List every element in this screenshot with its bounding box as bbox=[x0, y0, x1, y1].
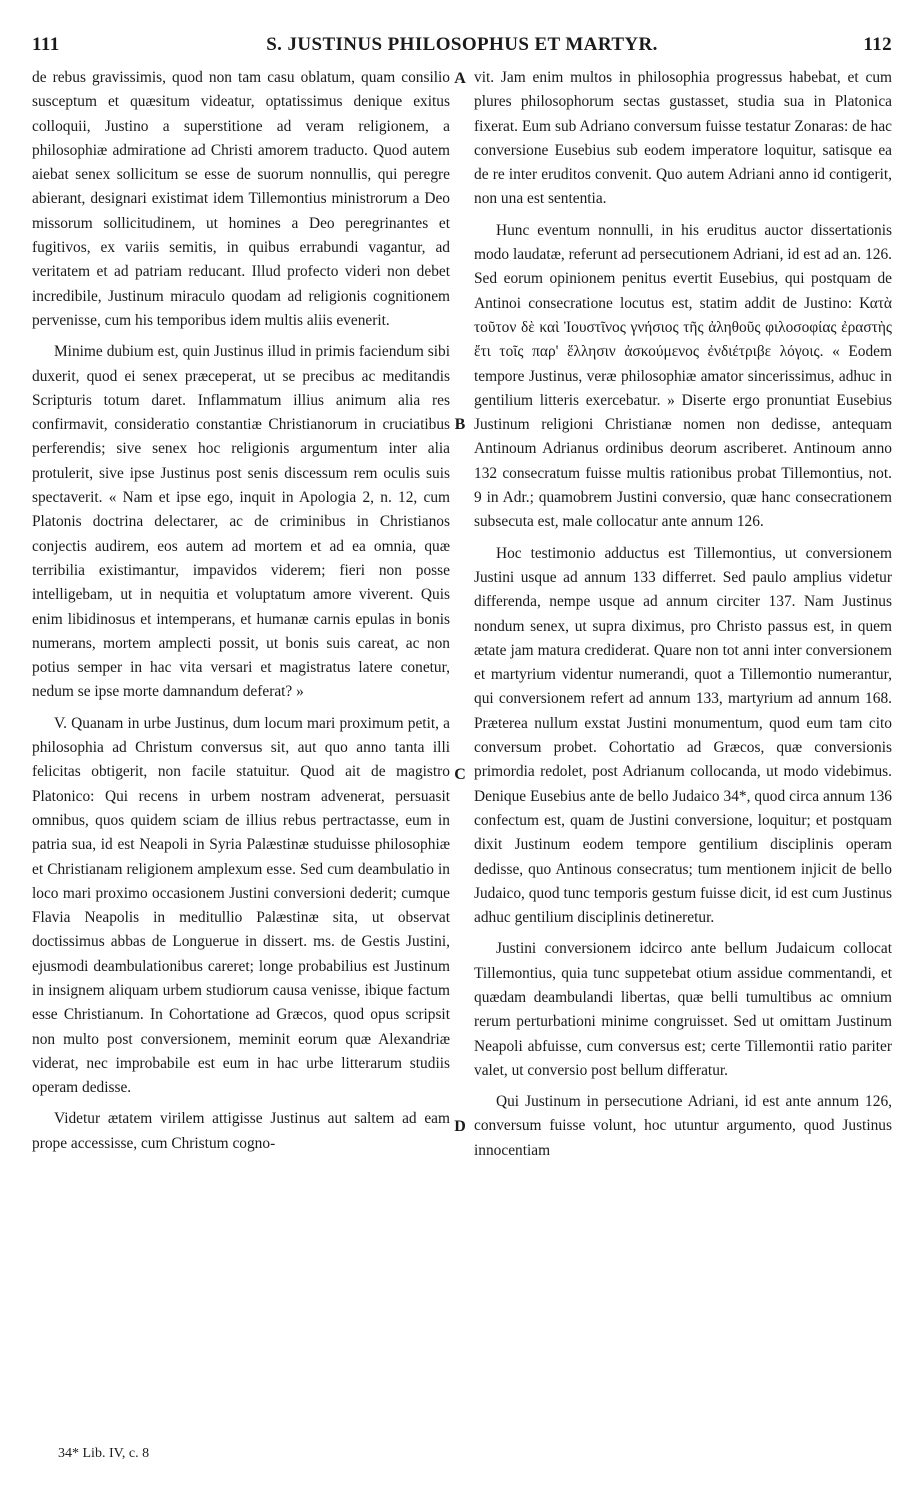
paragraph: de rebus gravissimis, quod non tam casu oblatum, quam consilio susceptum et quæsitum videatur, optatissimus denique exitus colloquii, Justino a superstitione ad veram religionem, a philosophiæ admiratione ad Christi amorem traducto. Quod autem aiebat senex sollicitum se esse de suorum nonnullis, qui peregre abierant, designari existimat idem Tillemontius ministrorum a Deo missorum sollicitudinem, ut homines a Deo peregrinantes et fugitivos, ex variis semitis, in quibus errabundi vagantur, ad veritatem et ad patriam reducant. Illud profecto videri non debet incredibile, Justinum miraculo quodam ad religionis cognitionem pervenisse, cum his temporibus idem multis aliis evenerit. bbox=[32, 69, 450, 329]
paragraph: V. Quanam in urbe Justinus, dum locum mari proximum petit, a philosophia ad Christum conversus sit, aut quo anno tanta illi felicitas obtigerit, non facile statuitur. Quod ait de magistro Platonico: Qui recens in urbem nostram advenerat, persuasit omnibus, quos quidem sciam de illius rebus pertractasse, eum in patria sua, id est Neapoli in Syria Palæstinæ studuisse philosophiæ et Christianam religionem amplexum esse. Sed cum deambulatio in loco mari proximo occasionem Justini conversioni dederit; cumque Flavia Neapolis in meditullio Palæstinæ sita, ut observat doctissimus abbas de Longuerue in dissert. ms. de Gestis Justini, ejusmodi deambulationibus careret; longe probabilius est Justinum in insignem aliquam urbem studiorum causa venisse, ibique factum esse Christianum. In Cohortatione ad Græcos, quod opus scripsit non multo post conversionem, meminit eorum quæ Alexandriæ viderat, nec improbabile est eum in hac urbe litterarum studiis operam dedisse. bbox=[32, 714, 450, 1097]
paragraph: Justini conversionem idcirco ante bellum Judaicum collocat Tillemontius, quia tunc suppetebat otium assidue commentandi, et quædam deambulandi libertas, quæ belli tumultibus ac omnium rerum perturbationi minime congruisset. Sed ut omittam Justinum Neapoli abfuisse, cum conversus est; certe Tillemontii ratio pariter valet, ut conversio post bellum differatur. bbox=[474, 940, 892, 1079]
paragraph: Hoc testimonio adductus est Tillemontius, ut conversionem Justini usque ad annum 133 differret. Sed paulo amplius videtur differenda, nempe usque ad annum circiter 137. Nam Justinus nondum senex, ut supra diximus, pro Christo passus est, in quem ætate jam matura crediderat. Quare non tot anni inter conversionem et martyrium videntur numerandi, quot a Tillemontio numerantur, qui conversionem refert ad annum 133, martyrium ad annum 168. Præterea nullum exstat Justini monumentum, quod eum tam cito conversum probet. Cohortatio ad Græcos, quæ conversionis primordia redolet, post Adrianum collocanda, ut modo videbimus. Denique Eusebius ante de bello Judaico 34*, quod circa annum 136 confectum est, quam de Justini conversione, loquitur; et postquam dixit Justinum eodem tempore gentilium disciplinis operam dedisse, quo Antinous consecratus; tum mentionem injicit de bello Judaico, quod tunc temporis gestum fuisse dicit, id est cum Justinus adhuc gentilium disciplinis detineretur. bbox=[474, 544, 892, 927]
running-title: S. JUSTINUS PHILOSOPHUS ET MARTYR. bbox=[266, 34, 658, 55]
paragraph: vit. Jam enim multos in philosophia progressus habebat, et cum plures philosophorum sectas gustasset, studia sua in Platonica fixerat. Eum sub Adriano conversum fuisse testatur Zonaras: de hac conversione Eusebius sub eodem imperatore loquitur, satisque ea de re inter eruditos convenit. Quo autem Adriani anno id contigerit, non una est sententia. bbox=[474, 69, 892, 208]
margin-marker-b: B bbox=[454, 416, 466, 433]
margin-marker-c: C bbox=[454, 766, 466, 783]
margin-marker-d: D bbox=[454, 1118, 466, 1135]
right-column bbox=[474, 66, 892, 1163]
paragraph: Hunc eventum nonnulli, in his eruditus auctor dissertationis modo laudatæ, referunt ad persecutionem Adriani, id est ad an. 126. Sed eorum opinionem penitus evertit Eusebius, qui postquam de Antinoi consecratione locutus est, statim addit de Justino: Κατὰ τοῦτον δὲ καὶ Ἰουστῖνος γνήσιος τῆς ἀληθοῦς φιλοσοφίας ἐραστὴς ἔτι τοῖς παρ' ἕλλησιν ἀσκούμενος ἐνδιέτριβε λόγοις. « Eodem tempore Justinus, veræ philosophiæ amator sincerissimus, adhuc in gentilium litteris exercebatur. » Diserte ergo pronuntiat Eusebius Justinum religioni Christianæ nomen non dedisse, antequam Antinoum Adrianus ordinibus deorum ascriberet. Antinoum anno 132 consecratum fuisse multis rationibus probat Tillemontius, not. 9 in Adr.; quamobrem Justini conversio, quæ hanc consecrationem subsecuta est, male collocatur ante annum 126. bbox=[474, 221, 892, 531]
footnote: 34* Lib. IV, c. 8 bbox=[58, 1446, 150, 1461]
margin-marker-a: A bbox=[454, 70, 466, 87]
paragraph: Videtur ætatem virilem attigisse Justinus aut saltem ad eam prope accessisse, cum Christum cogno- bbox=[32, 1110, 450, 1152]
page-number-right: 112 bbox=[863, 34, 892, 55]
paragraph: Qui Justinum in persecutione Adriani, id est ante annum 126, conversum fuisse volunt, hoc utuntur argumento, quod Justinus innocentiam bbox=[474, 1093, 892, 1159]
left-column bbox=[32, 66, 450, 1156]
paragraph: Minime dubium est, quin Justinus illud in primis faciendum sibi duxerit, quod ei senex præceperat, ut se precibus ac meditandis Scripturis totum daret. Inflammatum illius animum alia res confirmavit, consideratio constantiæ Christianorum in cruciatibus perferendis; sive senex hoc religionis argumentum inter alia protulerit, sive ipse Justinus post senis discessum rem oculis suis spectaverit. « Nam et ipse ego, inquit in Apologia 2, n. 12, cum Platonis doctrina delectarer, ac de criminibus in Christianos conjectis audirem, eos autem ad mortem et ad ea omnia, quæ terribilia existimantur, impavidos viderem; fieri non posse intelligebam, ut in nequitia et voluptatum amore viverent. Quis enim libidinosus et intemperans, et humanæ carnis epulas in bonis numerans, mortem amplecti possit, ut bonis suis careat, ac non potius semper in hac vita versari et magistratus latere conetur, nedum se ipse morte damnandum deferat? » bbox=[32, 343, 450, 701]
page-number-left: 111 bbox=[32, 34, 60, 55]
running-header bbox=[32, 34, 892, 58]
